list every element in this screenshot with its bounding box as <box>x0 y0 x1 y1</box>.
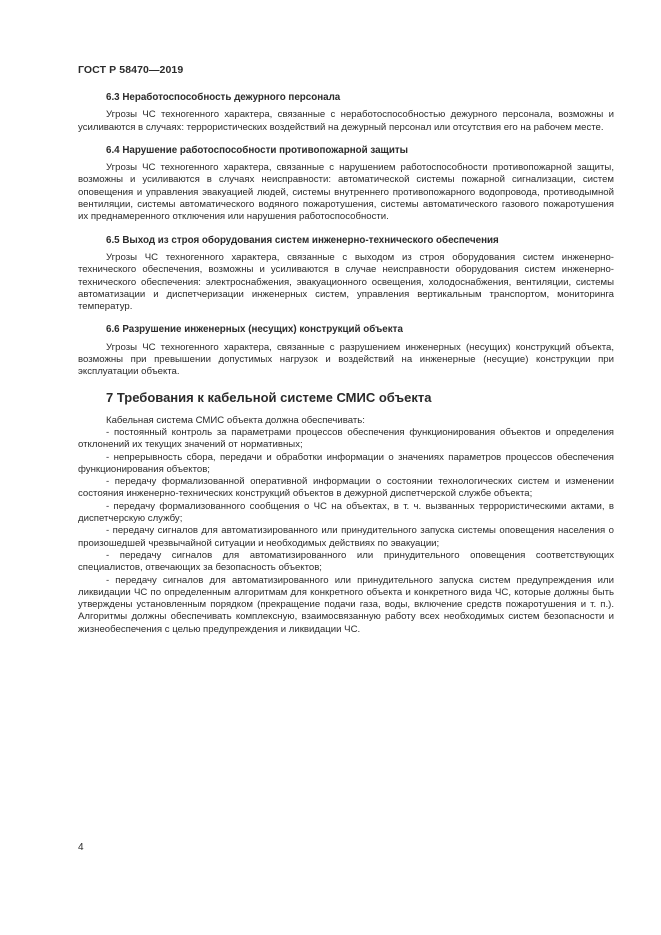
section-paragraph: Угрозы ЧС техногенного характера, связанные с неработоспособностью дежурного персонала, возможны и усиливаются в случаях: террористических воздействий на дежурный персонал или отсутствия его на рабочем месте. <box>78 109 614 133</box>
list-item: - передачу формализованной оперативной информации о состоянии технологических систем и изменении состояния инженерно-технических конструкций объектов в дежурной диспетчерской службе объекта; <box>78 476 614 500</box>
section-intro: Кабельная система СМИС объекта должна обеспечивать: <box>106 414 365 426</box>
section-6-3 <box>78 92 614 134</box>
page-number: 4 <box>78 842 84 853</box>
section-title: 6.4 Нарушение работоспособности противопожарной защиты <box>106 144 409 156</box>
list-item: - передачу формализованного сообщения о ЧС на объектах, в т. ч. вызванных террористическими актами, в диспетчерскую службу; <box>78 500 614 525</box>
section-title: 6.5 Выход из строя оборудования систем инженерно-технического обеспечения <box>106 234 499 246</box>
document-header: ГОСТ Р 58470—2019 <box>78 64 184 76</box>
list-item: - передачу сигналов для автоматизированного или принудительного запуска системы оповещения населения о произошедшей чрезвычайной ситуации и необходимых действиях по эвакуации; <box>78 525 614 549</box>
section-title: 6.3 Неработоспособность дежурного персонала <box>106 92 341 103</box>
section-6-6 <box>78 324 614 378</box>
section-paragraph: Угрозы ЧС техногенного характера, связанные с разрушением инженерных (несущих) конструкций объекта, возможны при превышении допустимых нагрузок и воздействий на инженерные (несущие) конструкции при эксплуатации объекта. <box>78 341 614 378</box>
requirements-list <box>78 427 614 636</box>
list-item: - непрерывность сбора, передачи и обработки информации о значениях параметров процессов обеспечения функционирования объектов; <box>78 451 614 475</box>
section-6-5 <box>78 235 614 314</box>
section-heading: 7 Требования к кабельной системе СМИС объекта <box>106 389 432 405</box>
section-title: 6.6 Разрушение инженерных (несущих) конструкций объекта <box>106 324 403 336</box>
list-item: - передачу сигналов для автоматизированного или принудительного оповещения соответствующих специалистов, отвечающих за безопасность объектов; <box>78 549 614 574</box>
section-paragraph: Угрозы ЧС техногенного характера, связанные с выходом из строя оборудования систем инженерно-технического обеспечения, возможны и усиливаются в случае неисправности оборудования систем инженерно-технического обеспечения: электроснабжения, эвакуационного освещения, холодоснабжения, вентиляции, системы автоматизации и диспетчеризации инженерных систем, управления вертикальным транспортом, мониторинга температур. <box>78 251 614 313</box>
list-item: - постоянный контроль за параметрами процессов обеспечения функционирования объектов и определения отклонений их текущих значений от нормативных; <box>78 426 614 451</box>
section-paragraph: Угрозы ЧС техногенного характера, связанные с нарушением работоспособности противопожарной защиты, возможны и усиливаются в случаях неисправности: автоматической системы пожарной сигнализации, систем оповещения и управления эвакуацией людей, системы внутреннего противопожарного водопровода, противодымной вентиляции, системы автоматического водяного пожаротушения, системы автоматического газового пожаротушения их преднамеренного отключения или нарушения работоспособности. <box>78 162 614 223</box>
section-6-4 <box>78 145 614 224</box>
list-item: - передачу сигналов для автоматизированного или принудительного запуска систем предупреждения или ликвидации ЧС по определенным алгоритмам для конкретного объекта и конкретного вида ЧС, которые должны быть утверждены установленным порядком (прекращение подачи газа, воды, включение средств пожаротушения и т. п.). Алгоритмы должны обеспечивать комплексную, взаимосвязанную работу всех необходимых систем безопасности и жизнеобеспечения с целью предупреждения и ликвидации ЧС. <box>78 574 614 635</box>
section-7 <box>78 390 614 636</box>
document-body <box>78 92 614 636</box>
